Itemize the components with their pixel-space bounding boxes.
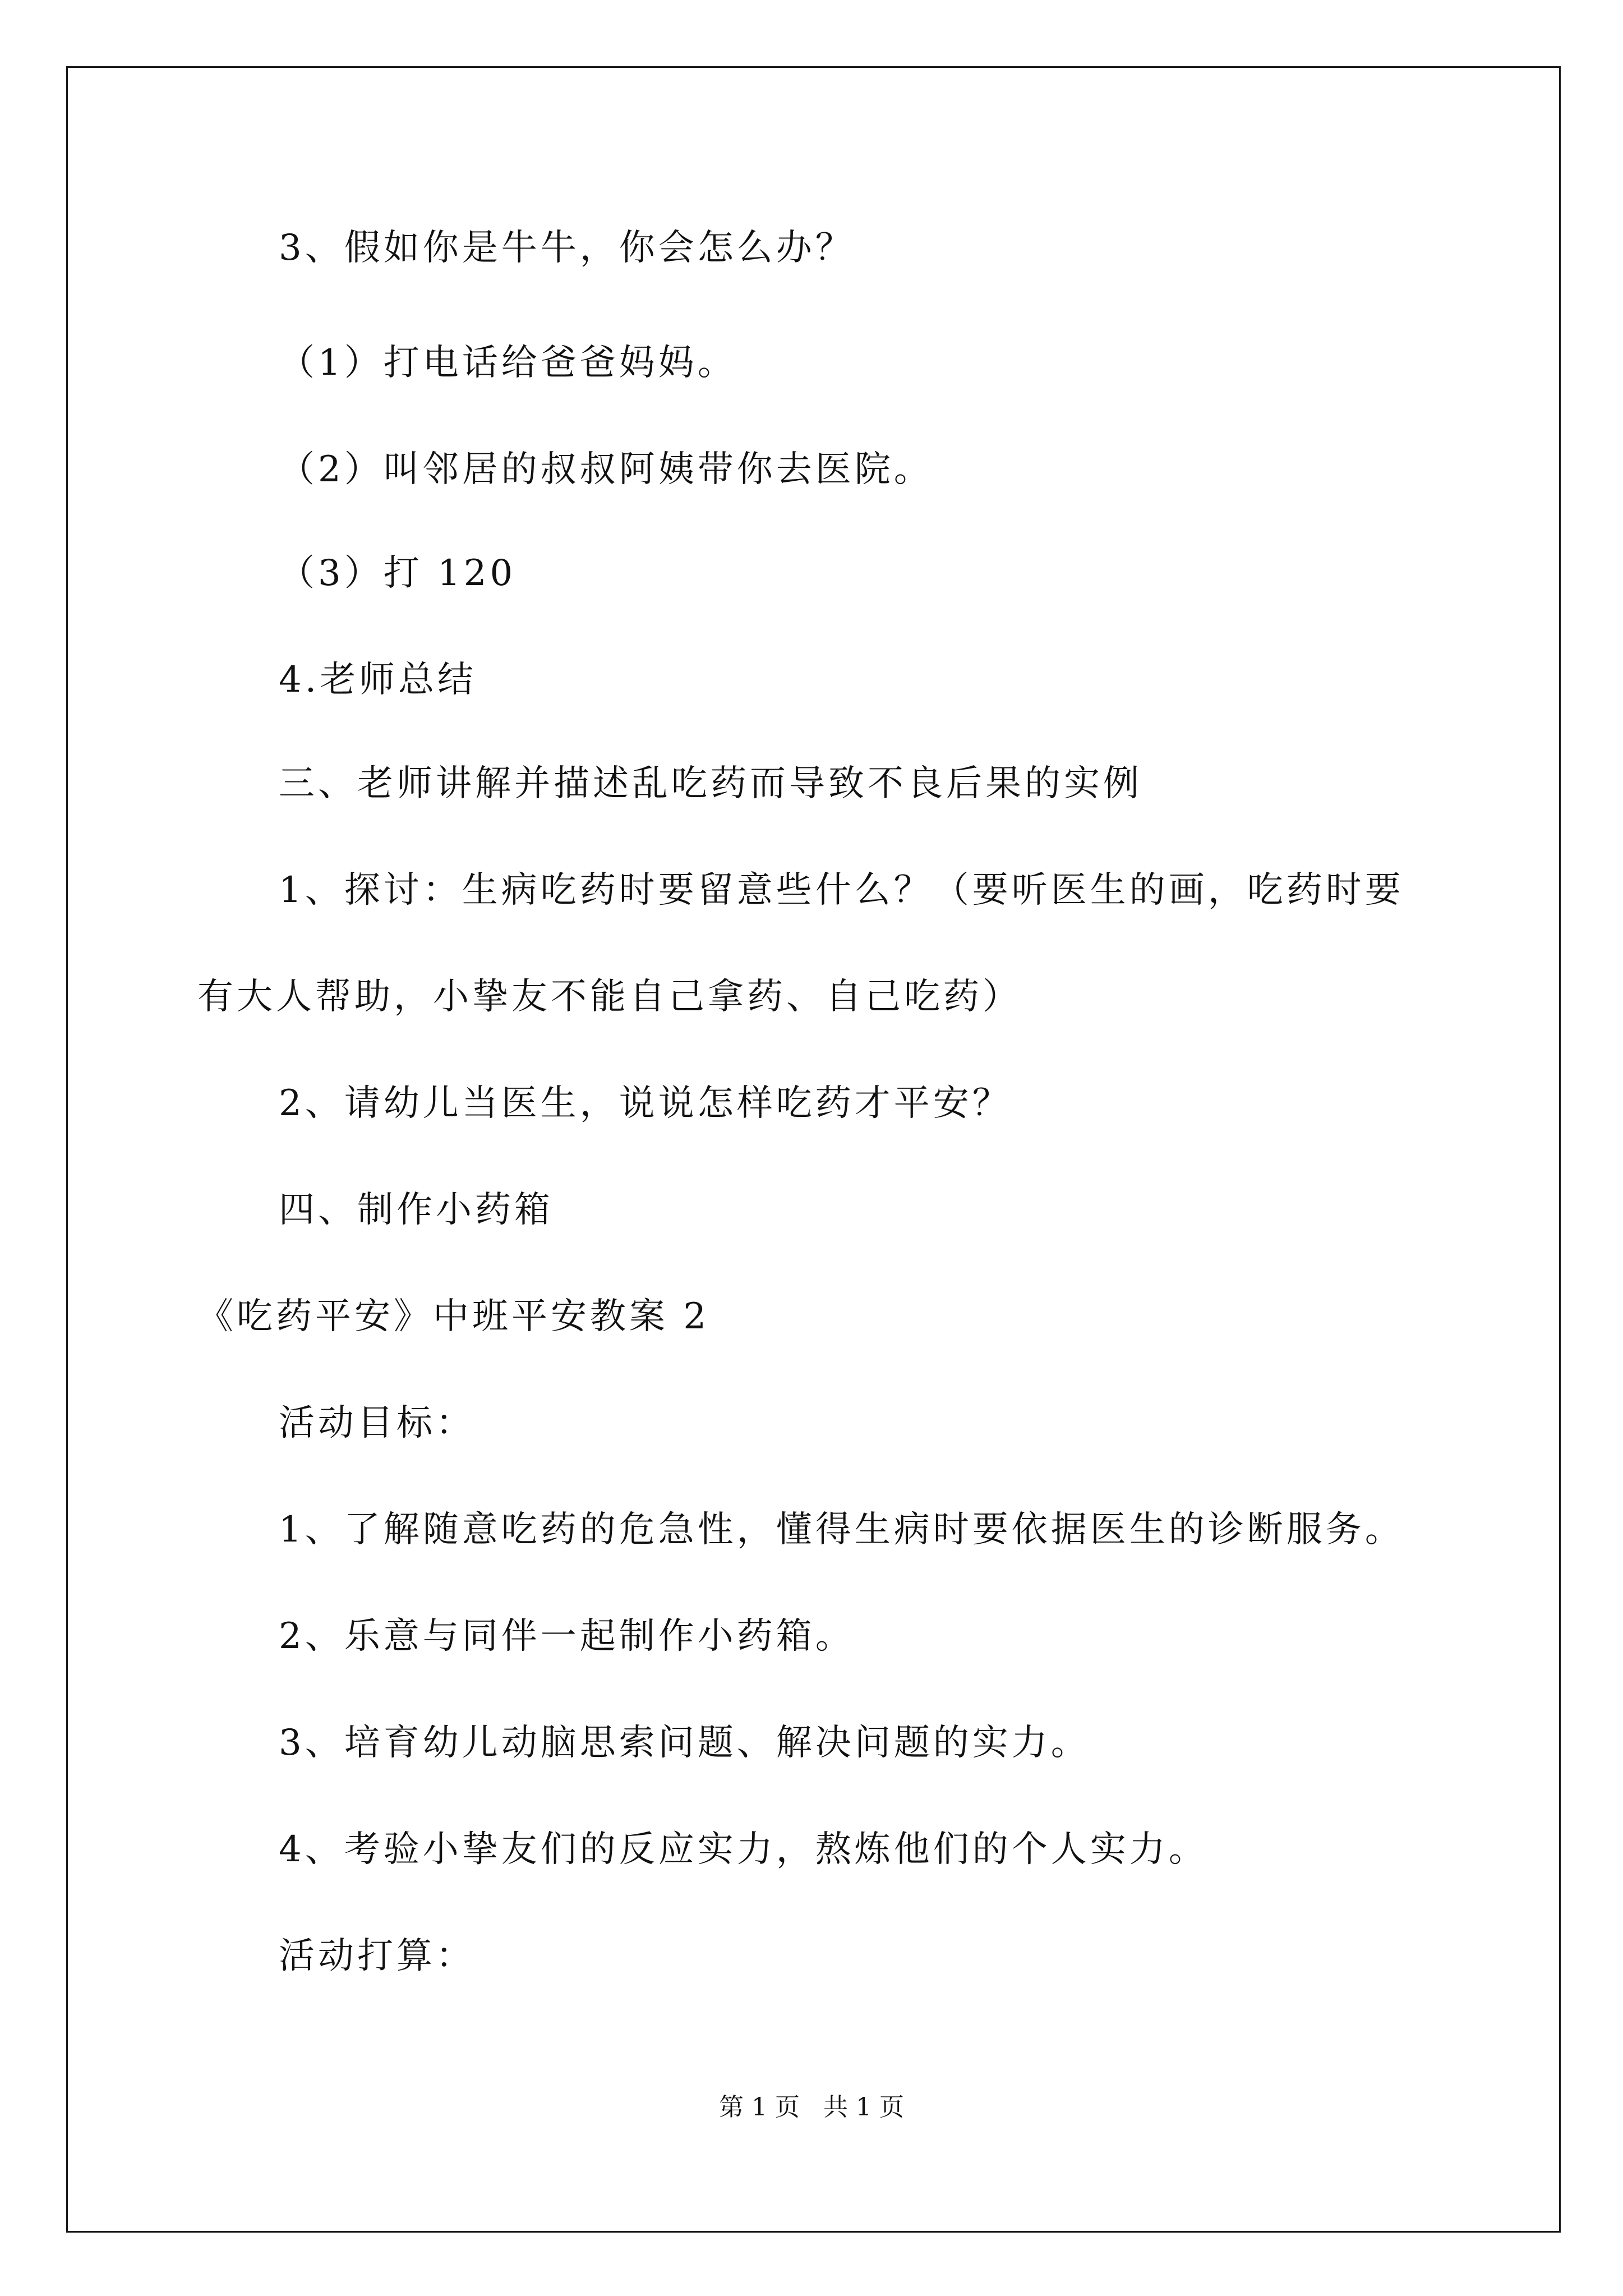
text-line-13: 1、了解随意吃药的危急性，懂得生病时要依据医生的诊断服务。: [279, 1509, 1404, 1550]
text-line-3: （2）叫邻居的叔叔阿姨带你去医院。: [279, 449, 933, 490]
text-line-7: 1、探讨：生病吃药时要留意些什么？（要听医生的画，吃药时要: [279, 869, 1404, 911]
text-line-15: 3、培育幼儿动脑思索问题、解决问题的实力。: [279, 1722, 1090, 1764]
text-line-10: 四、制作小药箱: [279, 1189, 554, 1231]
text-line-9: 2、请幼儿当医生，说说怎样吃药才平安？: [279, 1083, 1012, 1124]
page-border: [66, 66, 1561, 2233]
text-line-1: 3、假如你是牛牛，你会怎么办？: [279, 227, 855, 269]
text-line-17: 活动打算：: [279, 1935, 475, 1977]
page-footer: 第 1 页 共 1 页: [719, 2093, 904, 2122]
text-line-8: 有大人帮助，小挚友不能自己拿药、自己吃药）: [197, 976, 1022, 1018]
text-line-5: 4.老师总结: [279, 659, 477, 701]
text-line-2: （1）打电话给爸爸妈妈。: [279, 342, 737, 384]
text-line-4: （3）打 120: [279, 553, 517, 594]
text-line-12: 活动目标：: [279, 1402, 475, 1444]
text-line-6: 三、老师讲解并描述乱吃药而导致不良后果的实例: [279, 763, 1142, 804]
text-line-16: 4、考验小挚友们的反应实力，熬炼他们的个人实力。: [279, 1829, 1208, 1870]
text-line-14: 2、乐意与同伴一起制作小药箱。: [279, 1616, 855, 1657]
section-title: 《吃药平安》中班平安教案 2: [197, 1296, 710, 1337]
